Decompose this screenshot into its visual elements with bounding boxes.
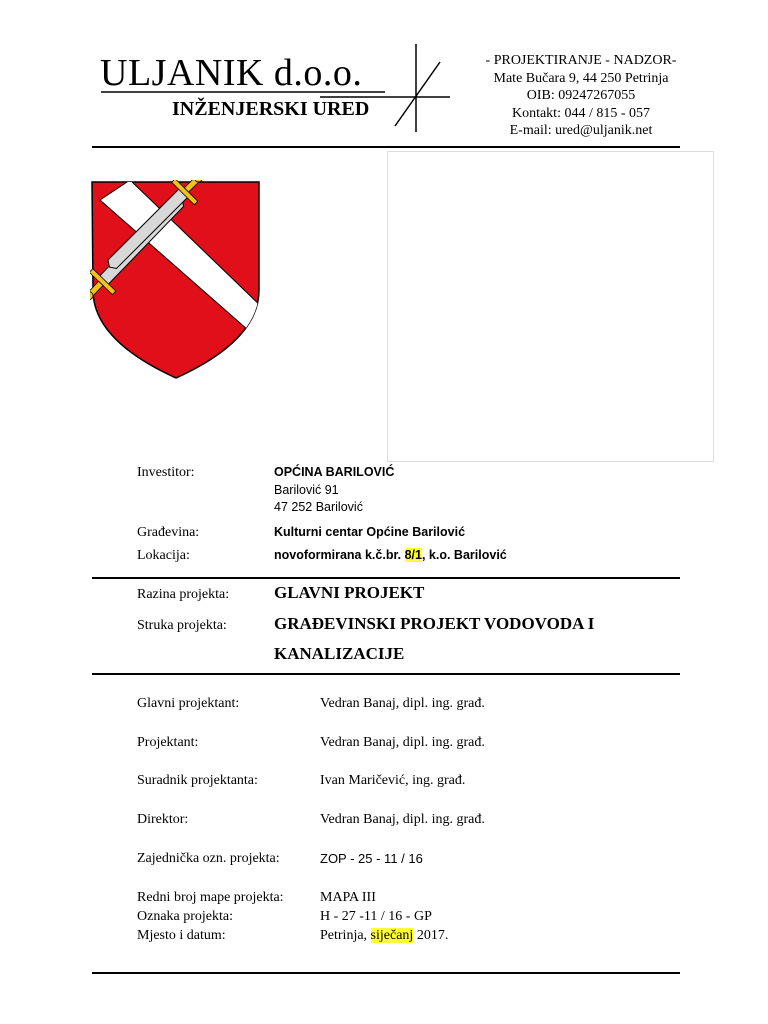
zop-value: ZOP - 25 - 11 / 16 (320, 851, 423, 866)
suradnik-value: Ivan Maričević, ing. građ. (320, 773, 466, 788)
struka-value-line1: GRAĐEVINSKI PROJEKT VODOVODA I (274, 614, 595, 633)
mapa-value: MAPA III (320, 890, 376, 905)
direktor-value: Vedran Banaj, dipl. ing. građ. (320, 812, 485, 827)
section-divider-1 (92, 577, 680, 579)
lokacija-label: Lokacija: (137, 548, 190, 563)
mjesto-month: siječanj (370, 928, 414, 943)
footer-divider (92, 972, 680, 974)
lokacija-suffix: , k.o. Barilović (421, 548, 507, 562)
direktor-label: Direktor: (137, 812, 189, 827)
zop-label: Zajednička ozn. projekta: (137, 851, 280, 866)
gradevina-label: Građevina: (137, 525, 200, 540)
suradnik-label: Suradnik projektanta: (137, 773, 258, 788)
projektant-label: Projektant: (137, 735, 199, 750)
contact-services: - PROJEKTIRANJE - NADZOR- (485, 53, 677, 68)
glavni-projektant-value: Vedran Banaj, dipl. ing. građ. (320, 696, 485, 711)
coat-of-arms-icon (90, 180, 262, 380)
mjesto-year: 2017. (413, 928, 449, 943)
oznaka-value: H - 27 -11 / 16 - GP (320, 909, 432, 924)
mjesto-place: Petrinja, (320, 928, 371, 943)
mjesto-value (320, 927, 448, 944)
mapa-label: Redni broj mape projekta: (137, 890, 284, 905)
investor-name: OPĆINA BARILOVIĆ (274, 465, 395, 479)
glavni-projektant-label: Glavni projektant: (137, 696, 240, 711)
struka-label: Struka projekta: (137, 618, 227, 633)
contact-block (466, 52, 696, 140)
section-divider-2 (92, 673, 680, 675)
razina-label: Razina projekta: (137, 587, 230, 602)
contact-address: Mate Bučara 9, 44 250 Petrinja (493, 70, 669, 86)
oznaka-label: Oznaka projekta: (137, 909, 234, 924)
gradevina-value: Kulturni centar Općine Barilović (274, 525, 466, 539)
company-subtitle: INŽENJERSKI URED (172, 98, 370, 120)
investor-postcode: 47 252 Barilović (274, 500, 363, 514)
contact-phone: Kontakt: 044 / 815 - 057 (511, 105, 651, 121)
investor-label: Investitor: (137, 465, 195, 480)
projektant-value: Vedran Banaj, dipl. ing. građ. (320, 735, 485, 750)
contact-email: E-mail: ured@uljanik.net (509, 123, 653, 138)
razina-value: GLAVNI PROJEKT (274, 583, 425, 602)
lokacija-value (274, 547, 507, 564)
struka-value-line2: KANALIZACIJE (274, 644, 405, 663)
contact-oib: OIB: 09247267055 (526, 88, 636, 103)
header-divider (92, 146, 680, 148)
lokacija-prefix: novoformirana k.č.br. (274, 548, 405, 562)
image-placeholder (387, 151, 714, 462)
investor-address: Barilović 91 (274, 483, 339, 497)
mjesto-label: Mjesto i datum: (137, 928, 226, 943)
company-name: ULJANIK d.o.o. (100, 52, 363, 94)
lokacija-parcel: 8/1 (404, 548, 422, 562)
